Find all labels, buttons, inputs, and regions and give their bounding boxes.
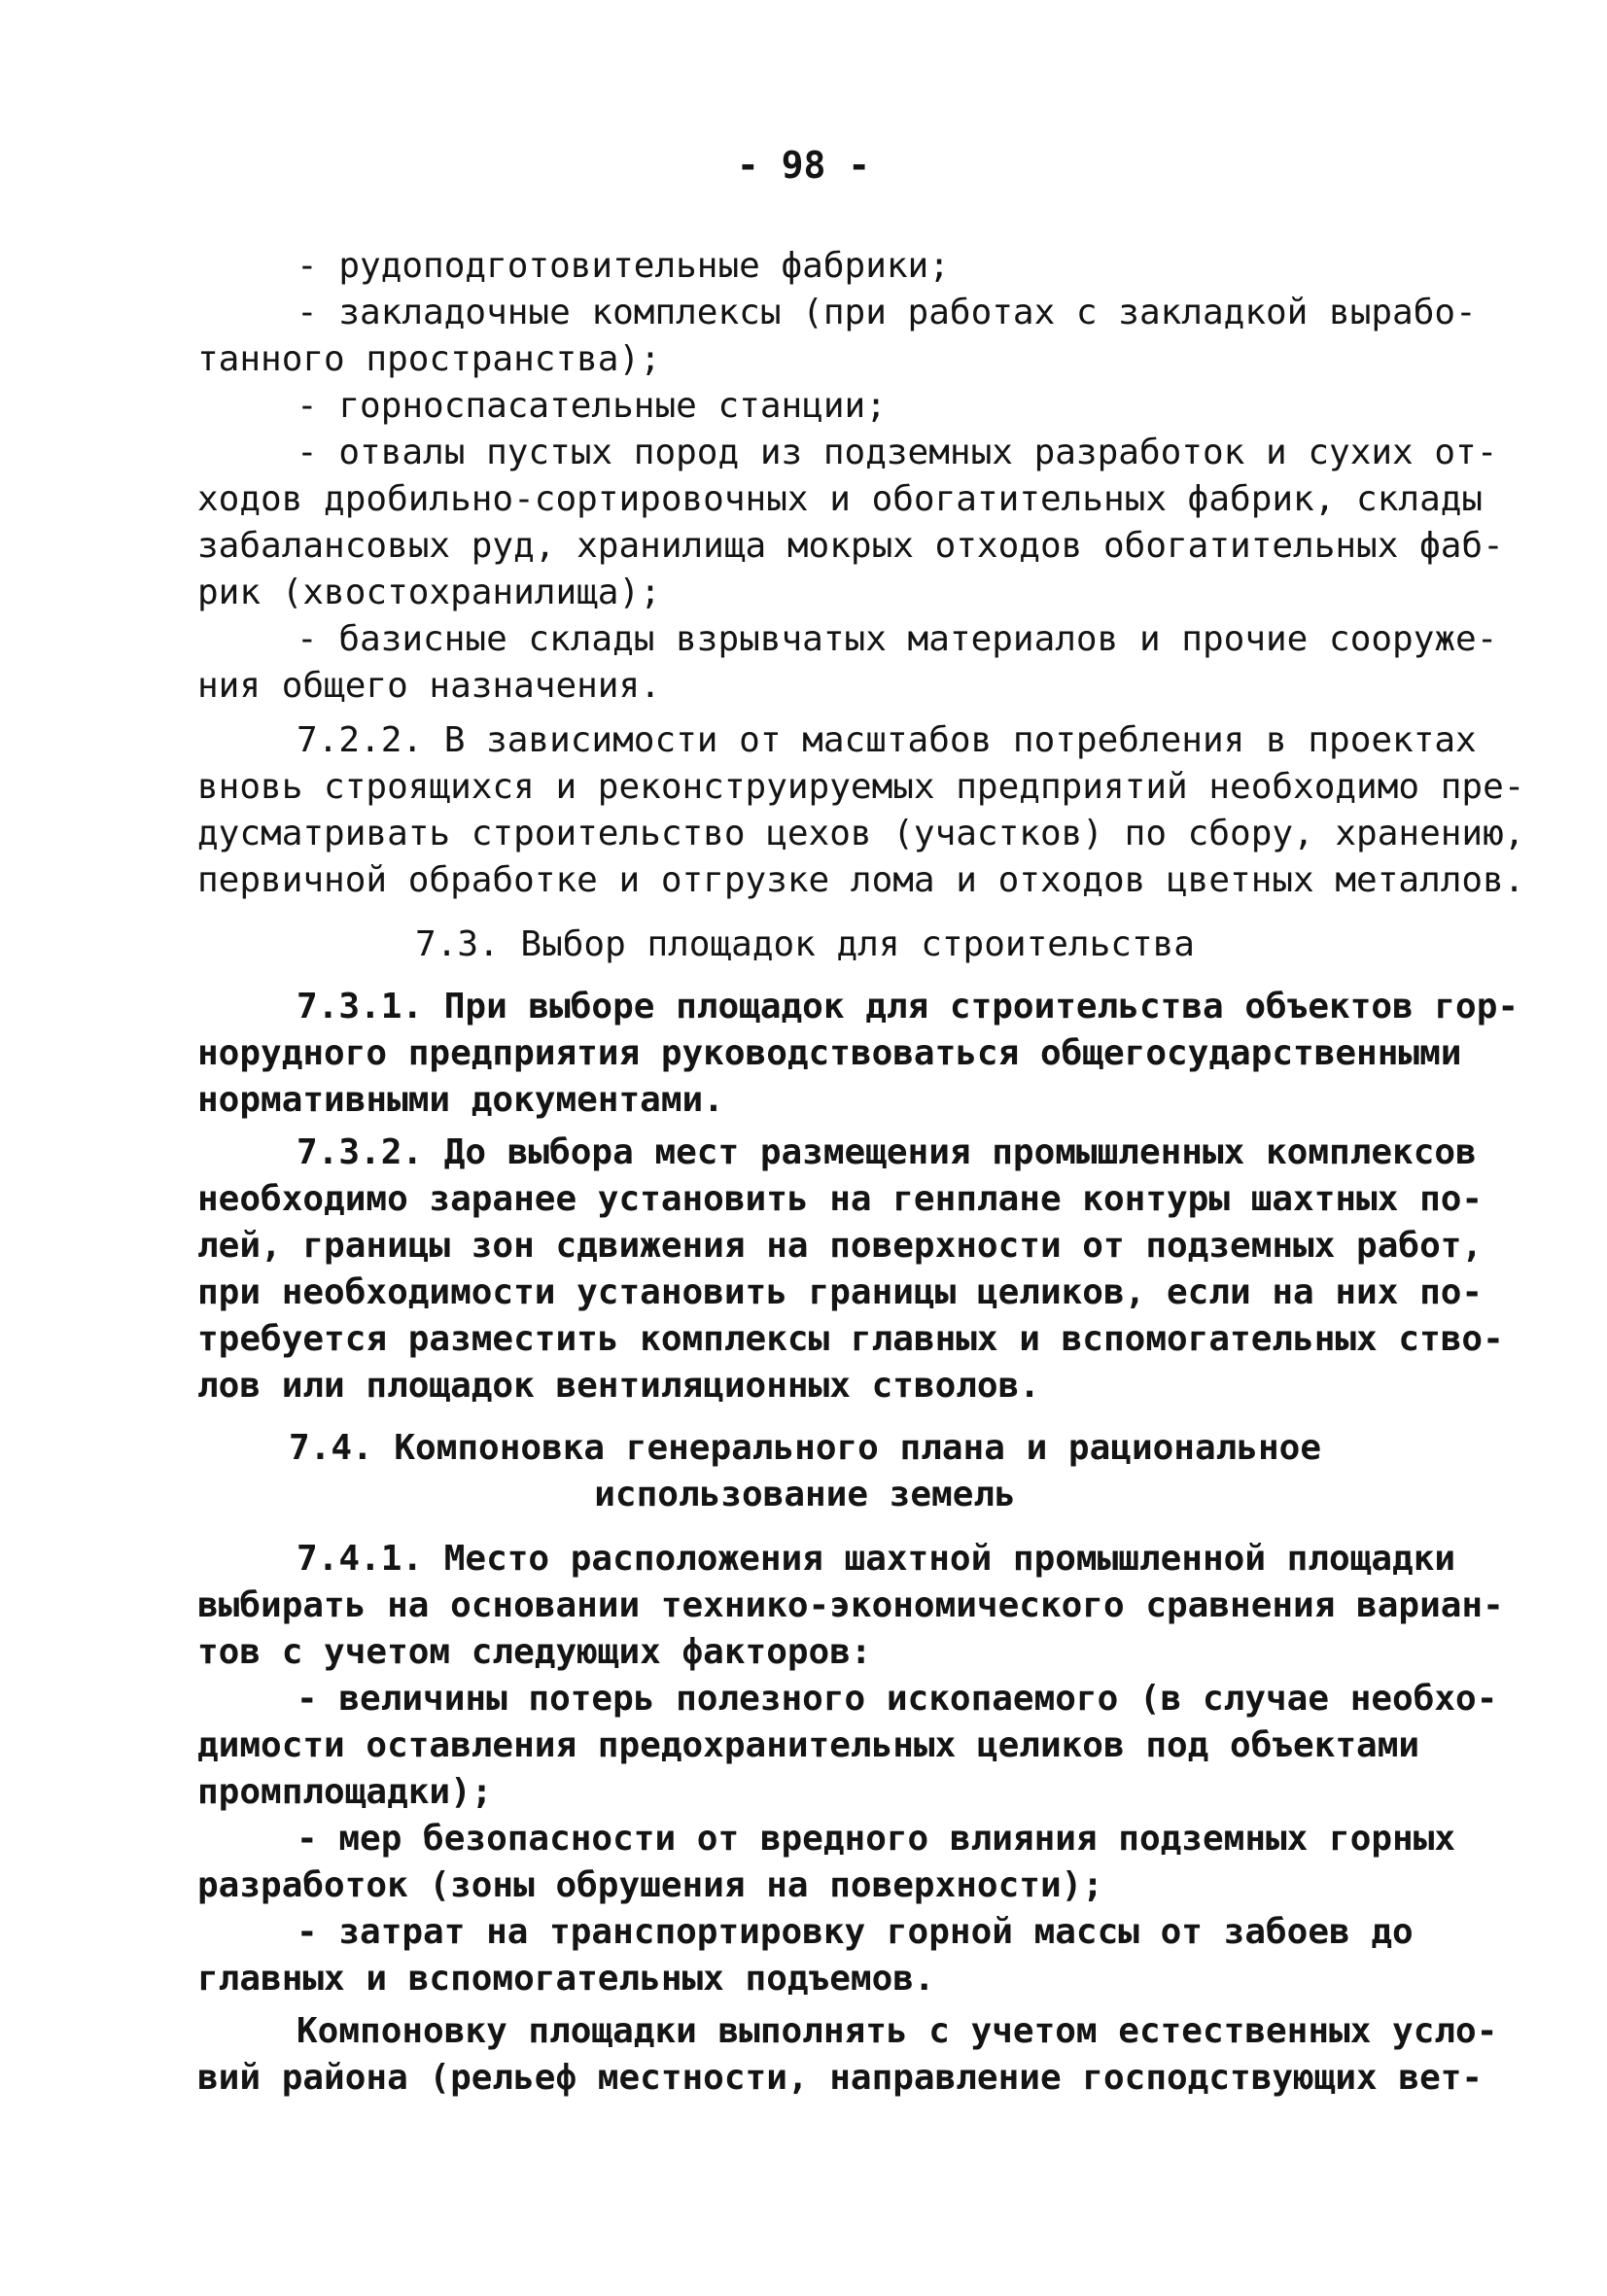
paragraph-line: 7.3.1. При выборе площадок для строительства объектов гор- xyxy=(297,987,1520,1026)
paragraph-layout xyxy=(197,2008,1498,2102)
section-heading-7-4 xyxy=(197,1425,1413,1518)
paragraph-line: необходимо заранее установить на генплане контуры шахтных по- xyxy=(197,1179,1484,1219)
paragraph-7-4-1 xyxy=(197,1536,1504,2002)
section-title: 7.3. Выбор площадок для строительства xyxy=(415,924,1195,964)
section-heading-7-3 xyxy=(197,922,1413,968)
list-item-continuation: разработок (зоны обрушения на поверхности); xyxy=(197,1865,1103,1905)
section-title: 7.4. Компоновка генерального плана и рациональное xyxy=(288,1428,1322,1468)
paragraph-line: требуется разместить комплексы главных и вспомогательных ство- xyxy=(197,1319,1504,1359)
section-title-continuation: использование земель xyxy=(594,1475,1016,1514)
page-number: - 98 - xyxy=(736,144,871,187)
paragraph-line: вий района (рельеф местности, направление господствующих вет- xyxy=(197,2058,1484,2098)
paragraph-line: нормативными документами. xyxy=(197,1080,724,1120)
list-item: - базисные склады взрывчатых материалов и прочие сооруже- xyxy=(297,619,1498,659)
list-item-continuation: танного пространства); xyxy=(197,339,661,379)
facility-list xyxy=(197,243,1504,710)
list-item-continuation: димости оставления предохранительных целиков под объектами xyxy=(197,1725,1420,1765)
list-item: - мер безопасности от вредного влияния подземных горных xyxy=(297,1819,1456,1859)
paragraph-line: Компоновку площадки выполнять с учетом естественных усло- xyxy=(297,2011,1498,2051)
paragraph-line: норудного предприятия руководствоваться общегосударственными xyxy=(197,1033,1462,1073)
paragraph-7-2-2 xyxy=(197,717,1525,904)
paragraph-line: лей, границы зон сдвижения на поверхности от подземных работ, xyxy=(197,1226,1484,1266)
list-item-continuation: промплощадки); xyxy=(197,1772,493,1812)
paragraph-line: первичной обработке и отгрузке лома и отходов цветных металлов. xyxy=(197,860,1525,900)
list-item: - затрат на транспортировку горной массы от забоев до xyxy=(297,1912,1414,1952)
list-item: - горноспасательные станции; xyxy=(297,386,887,426)
list-item-continuation: ходов дробильно-сортировочных и обогатительных фабрик, склады xyxy=(197,479,1484,519)
list-item: - величины потерь полезного ископаемого (в случае необхо- xyxy=(297,1679,1498,1719)
list-item-continuation: главных и вспомогательных подъемов. xyxy=(197,1959,935,1999)
list-item-continuation: забалансовых руд, хранилища мокрых отходов обогатительных фаб- xyxy=(197,526,1504,566)
list-item-continuation: ния общего назначения. xyxy=(197,666,661,706)
paragraph-line: тов с учетом следующих факторов: xyxy=(197,1632,872,1672)
paragraph-line: вновь строящихся и реконструируемых предприятий необходимо пре- xyxy=(197,767,1525,807)
paragraph-line: дусматривать строительство цехов (участков) по сбору, хранению, xyxy=(197,814,1525,853)
paragraph-7-3-1 xyxy=(197,984,1520,1124)
paragraph-line: 7.4.1. Место расположения шахтной промышленной площадки xyxy=(297,1539,1456,1579)
list-item: - рудоподготовительные фабрики; xyxy=(297,246,950,286)
list-item-continuation: рик (хвостохранилища); xyxy=(197,573,661,612)
paragraph-line: 7.2.2. В зависимости от масштабов потребления в проектах xyxy=(297,720,1477,760)
paragraph-line: лов или площадок вентиляционных стволов. xyxy=(197,1366,1040,1406)
paragraph-line: 7.3.2. До выбора мест размещения промышленных комплексов xyxy=(297,1132,1477,1172)
paragraph-7-3-2 xyxy=(197,1130,1504,1409)
list-item: - отвалы пустых пород из подземных разработок и сухих от- xyxy=(297,433,1498,472)
paragraph-line: выбирать на основании технико-экономического сравнения вариан- xyxy=(197,1585,1504,1625)
list-item: - закладочные комплексы (при работах с закладкой вырабо- xyxy=(297,293,1477,332)
paragraph-line: при необходимости установить границы целиков, если на них по- xyxy=(197,1272,1484,1312)
